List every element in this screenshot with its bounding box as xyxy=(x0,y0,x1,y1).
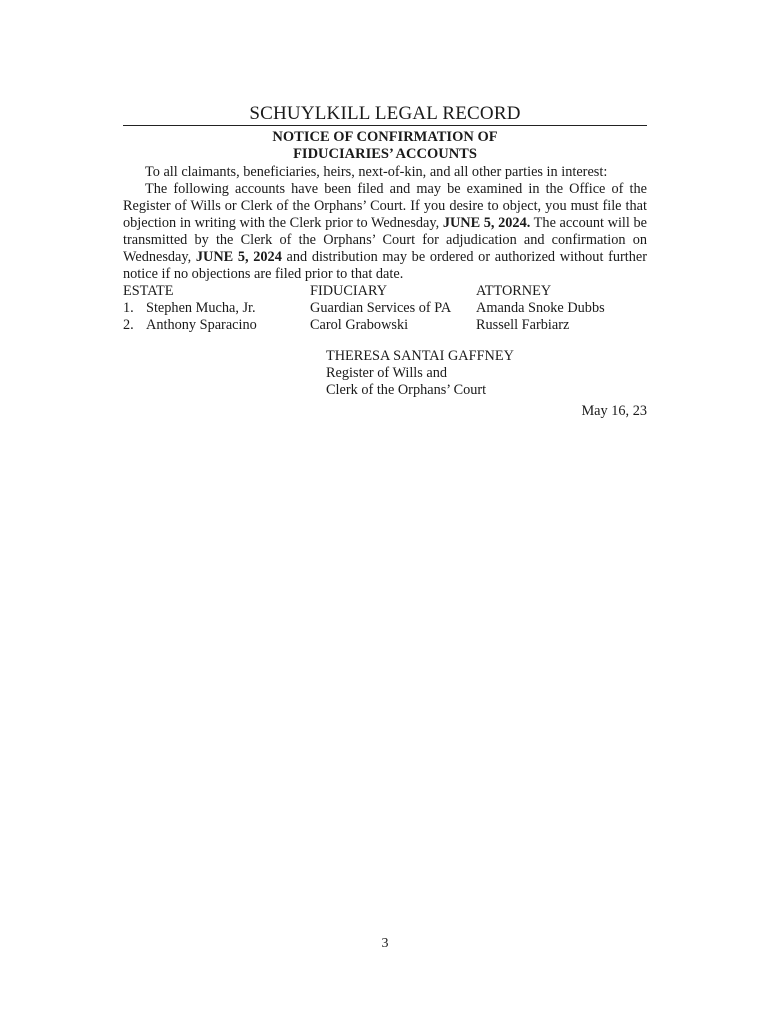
table-row xyxy=(123,300,647,317)
signature-block xyxy=(326,348,647,399)
estate-cell xyxy=(123,317,310,334)
signatory-title-line1: Register of Wills and xyxy=(326,365,448,381)
deadline-date-bold: JUNE 5, 2024. xyxy=(442,215,531,231)
notice-body xyxy=(123,164,647,283)
estate-name: Stephen Mucha, Jr. xyxy=(146,300,256,316)
table-row xyxy=(123,317,647,334)
fiduciary-cell: Carol Grabowski xyxy=(310,317,409,333)
column-header-attorney: ATTORNEY xyxy=(476,283,552,299)
column-header-fiduciary: FIDUCIARY xyxy=(310,283,388,299)
accounts-table xyxy=(123,283,647,334)
publication-header: SCHUYLKILL LEGAL RECORD xyxy=(123,104,647,126)
paragraph-2-text-b: The account will be transmitted by the Clerk of the Orphans’ Court for adjudication and confirmation on Wednesday, xyxy=(123,215,648,265)
document-page xyxy=(123,104,647,420)
attorney-cell: Russell Farbiarz xyxy=(476,317,570,333)
paragraph-2-text-a: The following accounts have been filed and may be examined in the Office of the Register of Wills or Clerk of the Orphans’ Court. If you desire to object, you must file that objection in writing with the Clerk prior to Wednesday, xyxy=(123,181,647,231)
estate-cell xyxy=(123,300,310,317)
row-number: 1. xyxy=(123,300,134,316)
attorney-cell: Amanda Snoke Dubbs xyxy=(476,300,605,316)
notice-title-line2: FIDUCIARIES’ ACCOUNTS xyxy=(293,146,477,162)
notice-title xyxy=(123,129,647,163)
publication-date: May 16, 23 xyxy=(581,403,647,419)
column-header-estate: ESTATE xyxy=(123,283,174,299)
estate-name: Anthony Sparacino xyxy=(146,317,257,333)
page-number: 3 xyxy=(381,936,389,951)
table-header-row xyxy=(123,283,647,300)
notice-paragraph-2 xyxy=(123,181,647,283)
notice-paragraph-1: To all claimants, beneficiaries, heirs, next-of-kin, and all other parties in interest: xyxy=(145,164,608,180)
signatory-name: THERESA SANTAI GAFFNEY xyxy=(326,348,514,364)
confirmation-date-bold: JUNE 5, 2024 xyxy=(195,249,282,265)
paragraph-2-text-c: and distribution may be ordered or authorized without further notice if no objections are filed prior to that date. xyxy=(123,249,647,282)
notice-title-line1: NOTICE OF CONFIRMATION OF xyxy=(272,129,498,145)
fiduciary-cell: Guardian Services of PA xyxy=(310,300,452,316)
signatory-title-line2: Clerk of the Orphans’ Court xyxy=(326,382,487,398)
row-number: 2. xyxy=(123,317,134,333)
